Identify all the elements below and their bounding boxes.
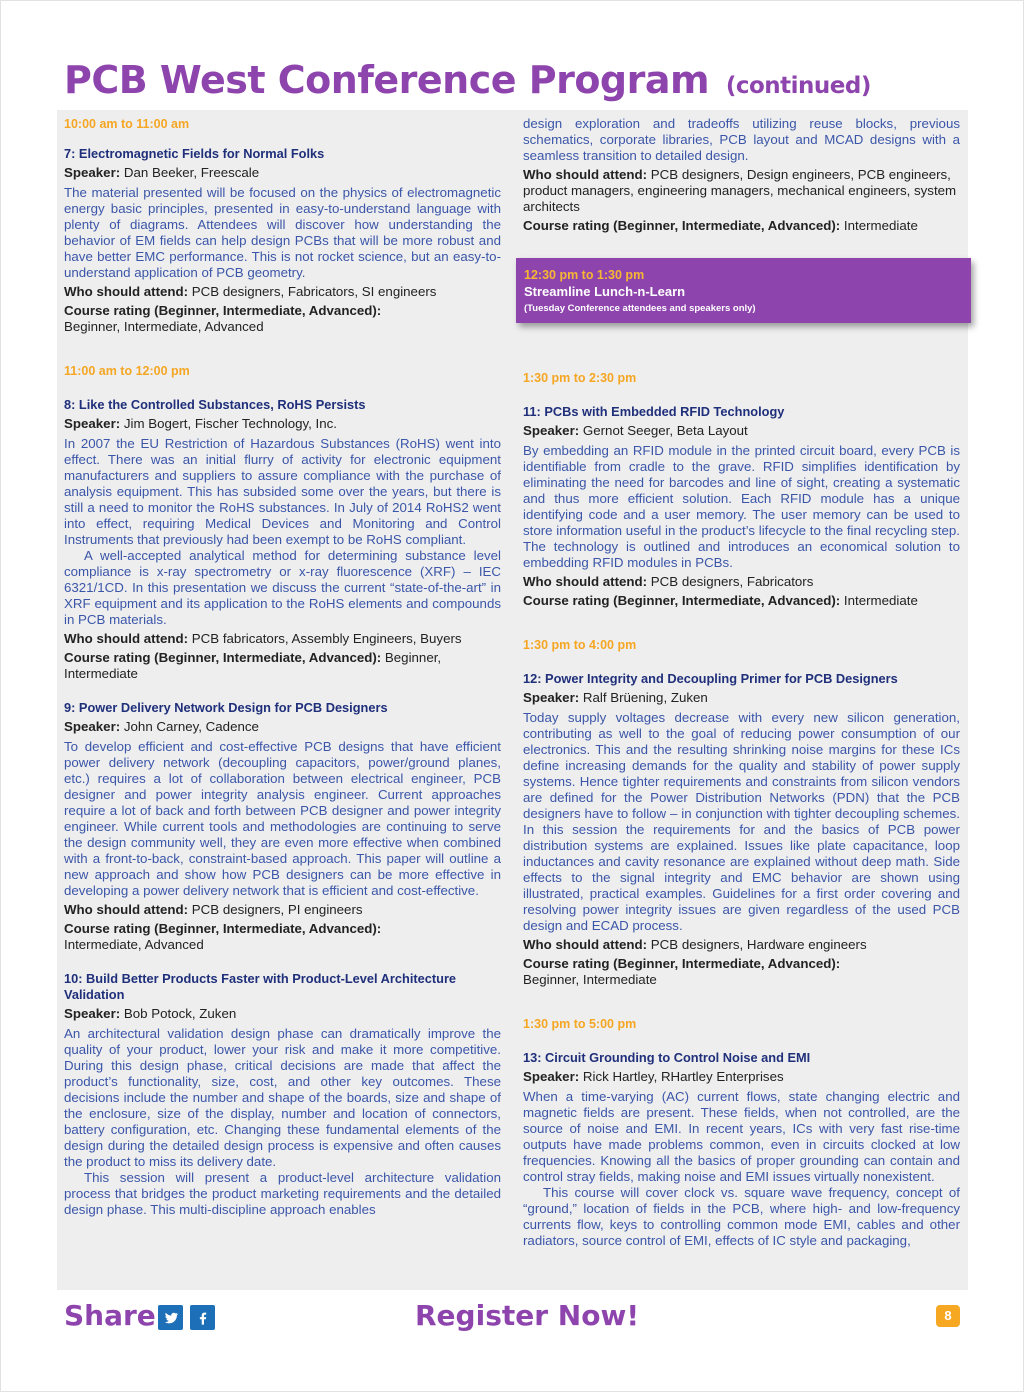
session-description: design exploration and tradeoffs utilizing reuse blocks, previous schematics, corporate libraries, PCB layout and MCAD designs with a seamless transition to detailed design. <box>523 116 960 163</box>
session-title: 11: PCBs with Embedded RFID Technology <box>523 404 785 419</box>
session-description: The material presented will be focused on the physics of electromagnetic energy basic principles, presented in easy-to-understand language with plenty of diagrams. Attendees will discover how understanding the behavior of EM fields can help design PCBs that will be more robust and have better EMC performance. This is not rocket science, but an easy-to-understand application of PCB geometry. <box>64 185 501 280</box>
session-speaker: Speaker: Ralf Brüening, Zuken <box>523 690 708 705</box>
session-speaker: Speaker: John Carney, Cadence <box>64 719 259 734</box>
session-10 <box>64 971 501 1218</box>
session-time: 10:00 am to 11:00 am <box>64 117 190 131</box>
session-description: By embedding an RFID module in the printed circuit board, every PCB is identifiable from cradle to the grave. RFID simplifies identification by eliminating the need for barcodes and line of sight, creating a systematic and thus more efficient solution. Each RFID module has a unique identifying code and a user memory. The user memory can be used to store information useful in the product’s lifecycle to the final recycling step. The technology is outlined and introduces an economical solution to embedding RFID modules in PCBs. <box>523 443 960 570</box>
session-description-cont: This session will present a product-level architecture validation process that bridges the product marketing requirements and the detailed design phase. This multi-discipline approach enables <box>64 1170 501 1217</box>
session-description: To develop efficient and cost-effective PCB designs that have efficient power delivery network (decoupling capacitors, power/ground planes, etc.) requires a lot of collaboration between electrical engineer, PCB designer and power integrity analysis engineer. Current approaches require a lot of back and forth between PCB designer and power integrity engineer. While current tools and methodologies are continuing to serve the design community well, they are even more effective when combined with a front-to-back, constraint-based approach. This paper will outline a new approach and show how PCB designers can be more effective in developing a power delivery network that is efficient and cost-effective. <box>64 739 501 898</box>
session-description-cont: This course will cover clock vs. square wave frequency, concept of “ground,” location of fields in the PCB, where high- and low-frequency currents flow, keys to controlling common mode EMI, cables and other radiators, source control of EMI, effects of IC style and packaging, <box>523 1185 960 1248</box>
session-time: 1:30 pm to 5:00 pm <box>523 1017 637 1031</box>
session-description: Today supply voltages decrease with every new silicon generation, contributing as well to the goal of reducing power consumption of our electronics. This and the resulting shrinking noise margins for these ICs define increasing demands for the quality and stability of power supply systems. Hence tighter requirements and constraints from silicon vendors are defined for the Power Distribution Networks (PDN) that the PCB designers have to follow – in conjunction with tighter decoupling schemes. In this session the requirements for and the basics of PCB power distribution systems are explained. Issues like plate capacitance, loop inductances and cavity resonance are explained without deep math. Side effects to the signal integrity and EMC behavior are shown using illustrated, practical examples. Guidelines for a first order covering and resolving power integrity issues are given regardless of the used PCB design and ECAD process. <box>523 710 960 933</box>
share-label: Share <box>64 1299 156 1332</box>
lunch-title: Streamline Lunch-n-Learn <box>524 284 686 299</box>
session-audience: Who should attend: PCB designers, Design engineers, PCB engineers, product managers, engineering managers, mechanical engineers, system architects <box>523 167 957 214</box>
session-audience: Who should attend: PCB designers, Hardware engineers <box>523 937 867 952</box>
session-speaker: Speaker: Bob Potock, Zuken <box>64 1006 237 1021</box>
left-column <box>64 116 501 1218</box>
session-rating: Course rating (Beginner, Intermediate, Advanced): Intermediate <box>523 593 918 608</box>
session-8 <box>64 363 501 682</box>
session-time: 1:30 pm to 4:00 pm <box>523 638 637 652</box>
session-title: 7: Electromagnetic Fields for Normal Folks <box>64 146 325 161</box>
session-description: In 2007 the EU Restriction of Hazardous Substances (RoHS) went into effect. There was an initial flurry of activity for electronic equipment manufacturers and suppliers to assure compliance with the purchase of analysis equipment. This has subsided some over the years, but there is still a need to monitor the RoHS substances. In July of 2014 RoHS2 went into effect, requiring Medical Devices and Monitoring and Control Instruments that previously had been exempt to be RoHS compliant. <box>64 436 501 547</box>
session-speaker: Speaker: Gernot Seeger, Beta Layout <box>523 423 748 438</box>
session-title: 13: Circuit Grounding to Control Noise and EMI <box>523 1050 811 1065</box>
page-number: 8 <box>936 1305 960 1327</box>
session-description: An architectural validation design phase can dramatically improve the quality of your product, lower your risk and make it more competitive. During this design phase, critical decisions are made that affect the product’s functionality, size, cost, and other key outcomes. These decisions include the number and shape of the boards, size and shape of the enclosure, size of the display, number and location of connectors, battery configuration, etc. Changing these fundamental elements of the design during the detailed design process is expensive and often causes the product to miss its delivery date. <box>64 1026 501 1169</box>
session-11 <box>523 370 960 609</box>
lunch-note: (Tuesday Conference attendees and speakers only) <box>524 303 756 314</box>
lunch-time: 12:30 pm to 1:30 pm <box>524 268 645 282</box>
session-audience: Who should attend: PCB designers, Fabricators, SI engineers <box>64 284 437 299</box>
title-suffix: (continued) <box>725 73 871 99</box>
session-rating: Course rating (Beginner, Intermediate, Advanced): Beginner, Intermediate <box>64 650 442 681</box>
session-title: 12: Power Integrity and Decoupling Primer for PCB Designers <box>523 671 898 686</box>
session-speaker: Speaker: Rick Hartley, RHartley Enterprises <box>523 1069 784 1084</box>
session-audience: Who should attend: PCB designers, Fabricators <box>523 574 814 589</box>
session-time: 11:00 am to 12:00 pm <box>64 364 190 378</box>
session-title: 9: Power Delivery Network Design for PCB Designers <box>64 700 388 715</box>
title-main: PCB West Conference Program <box>64 58 710 102</box>
session-speaker: Speaker: Dan Beeker, Freescale <box>64 165 260 180</box>
session-title: 10: Build Better Products Faster with Product-Level Architecture Validation <box>64 971 457 1002</box>
lunch-banner <box>516 258 971 323</box>
session-rating: Course rating (Beginner, Intermediate, Advanced): Beginner, Intermediate, Advanced <box>64 303 382 334</box>
session-rating: Course rating (Beginner, Intermediate, Advanced): Intermediate, Advanced <box>64 921 382 952</box>
session-audience: Who should attend: PCB designers, PI engineers <box>64 902 363 917</box>
twitter-icon[interactable] <box>158 1305 183 1330</box>
session-7 <box>64 116 501 335</box>
session-description-cont: A well-accepted analytical method for determining substance level compliance is x-ray spectrometry or x-ray fluorescence (XRF) – IEC 6321/1CD. In this presentation we discuss the current “state-of-the-art” in XRF equipment and its application to the RoHS elements and compounds in PCB materials. <box>64 548 501 627</box>
session-13 <box>523 1016 960 1249</box>
session-12 <box>523 637 960 988</box>
facebook-icon[interactable] <box>190 1305 215 1330</box>
session-9 <box>64 700 501 953</box>
session-description: When a time-varying (AC) current flows, state changing electric and magnetic fields are present. These fields, when not controlled, are the source of noise and EMI. In recent years, ICs with very fast rise-time outputs have made problems common, even in circuits clocked at low frequencies. Knowing all the basics of proper grounding can contain and control stray fields, making noise and EMI issues virtually nonexistent. <box>523 1089 960 1184</box>
page-title <box>64 58 871 102</box>
register-now-link[interactable]: Register Now! <box>415 1299 640 1332</box>
session-rating: Course rating (Beginner, Intermediate, Advanced): Beginner, Intermediate <box>523 956 841 987</box>
session-speaker: Speaker: Jim Bogert, Fischer Technology, Inc. <box>64 416 337 431</box>
session-10-continued <box>523 116 960 234</box>
session-title: 8: Like the Controlled Substances, RoHS Persists <box>64 397 366 412</box>
session-time: 1:30 pm to 2:30 pm <box>523 371 637 385</box>
session-rating: Course rating (Beginner, Intermediate, Advanced): Intermediate <box>523 218 918 233</box>
session-audience: Who should attend: PCB fabricators, Assembly Engineers, Buyers <box>64 631 462 646</box>
